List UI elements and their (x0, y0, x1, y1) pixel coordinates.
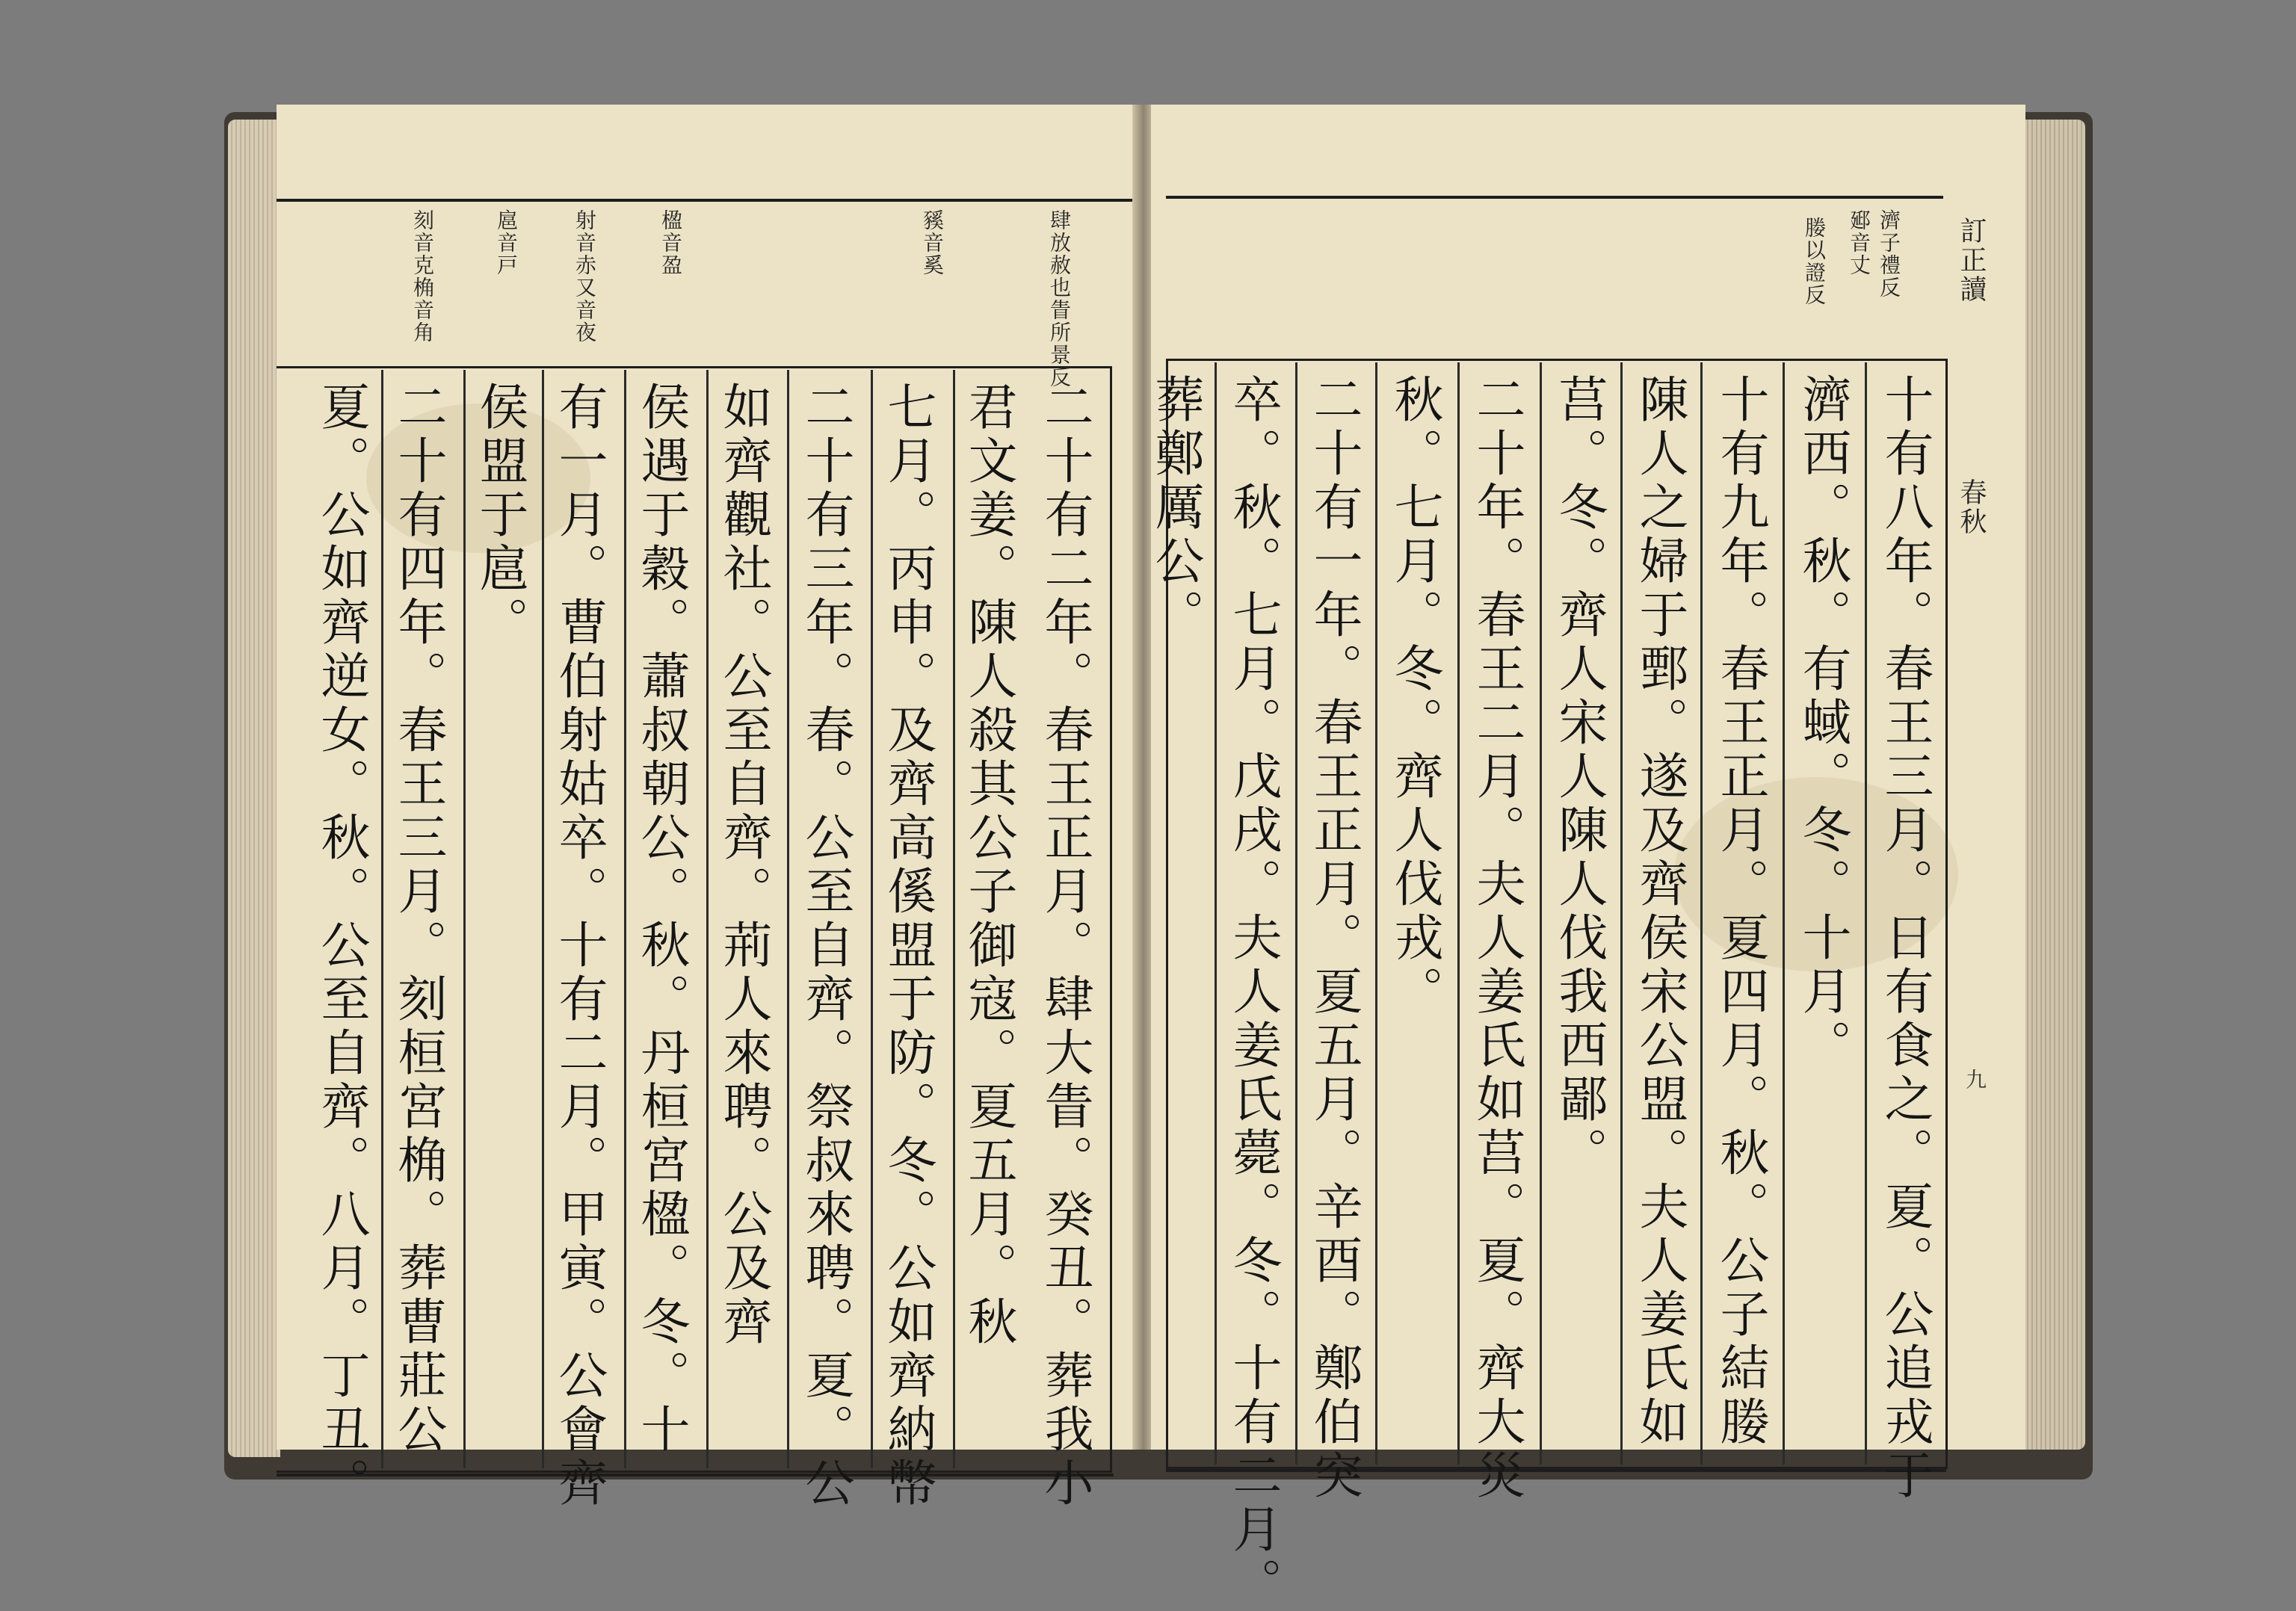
section-heading: 春秋 (1956, 478, 1987, 537)
gloss-note: 射音赤又音夜 (573, 209, 597, 344)
text-column: 二十有四年。春王三月。刻桓宮桷。葬曹莊公 (389, 381, 447, 1457)
gloss-note: 郔音丈 (1847, 209, 1871, 276)
text-column: 二十有三年。春。公至自齊。祭叔來聘。夏。公 (797, 381, 854, 1511)
text-column: 葬鄭厲公。 (1147, 374, 1204, 643)
page-number: 九 (1963, 1069, 1987, 1089)
column-rule (1215, 362, 1217, 1465)
column-rule (1865, 362, 1867, 1465)
text-column: 二十有二年。春王正月。肆大眚。癸丑。葬我小 (1036, 381, 1093, 1511)
left-page (277, 105, 1136, 1511)
gloss-note: 濟子禮反 (1877, 209, 1901, 299)
bottom-rule (277, 1474, 1114, 1477)
gloss-note: 媵以證反 (1802, 217, 1827, 306)
top-rule (277, 199, 1136, 202)
text-column: 有一月。曹伯射姑卒。十有二月。甲寅。公會齊 (550, 381, 608, 1511)
text-column: 十有九年。春王正月。夏四月。秋。公子結媵 (1712, 374, 1769, 1450)
text-column: 君文姜。陳人殺其公子御寇。夏五月。秋 (960, 381, 1017, 1349)
column-rule (1700, 362, 1703, 1465)
text-column: 夏。公如齊逆女。秋。公至自齊。八月。丁丑。 (312, 381, 370, 1511)
gloss-note: 楹音盈 (658, 209, 683, 276)
text-column: 卒。秋。七月。戊戌。夫人姜氏薨。冬。十有二月。 (1224, 374, 1282, 1611)
column-rule (1783, 362, 1785, 1465)
gloss-note: 豯音奚 (920, 209, 945, 276)
text-column: 侯遇于穀。蕭叔朝公。秋。丹桓宮楹。冬。十 (632, 381, 690, 1457)
right-page (1147, 105, 2025, 1611)
gloss-note: 肆放赦也眚所景反 (1047, 209, 1072, 389)
book-title-heading: 訂正讀 (1956, 217, 1987, 304)
column-rule (1540, 362, 1542, 1465)
text-column: 侯盟于扈。 (471, 381, 528, 650)
text-column: 二十有一年。春王正月。夏五月。辛酉。鄭伯突 (1305, 374, 1363, 1503)
left-page-edges (228, 120, 280, 1457)
gloss-note: 扈音戸 (494, 209, 519, 276)
column-rule (787, 370, 789, 1468)
column-rule (1457, 362, 1460, 1465)
top-rule (1166, 196, 1943, 199)
column-rule (1620, 362, 1623, 1465)
column-rule (1295, 362, 1297, 1465)
text-column: 莒。冬。齊人宋人陳人伐我西鄙。 (1550, 374, 1608, 1181)
text-column: 陳人之婦于鄄。遂及齊侯宋公盟。夫人姜氏如 (1631, 374, 1688, 1450)
text-column: 七月。丙申。及齊高傒盟于防。冬。公如齊納幣 (879, 381, 936, 1511)
gloss-note: 刻音克桷音角 (410, 209, 435, 344)
text-column: 二十年。春王二月。夫人姜氏如莒。夏。齊大災 (1468, 374, 1525, 1503)
text-column: 秋。七月。冬。齊人伐戎。 (1386, 374, 1443, 1019)
column-rule (1375, 362, 1377, 1465)
text-column: 十有八年。春王三月。日有食之。夏。公追戎于 (1876, 374, 1934, 1503)
text-column: 濟西。秋。有蜮。冬。十月。 (1794, 374, 1851, 1073)
text-column: 如齊觀社。公至自齊。荊人來聘。公及齊 (715, 381, 772, 1349)
